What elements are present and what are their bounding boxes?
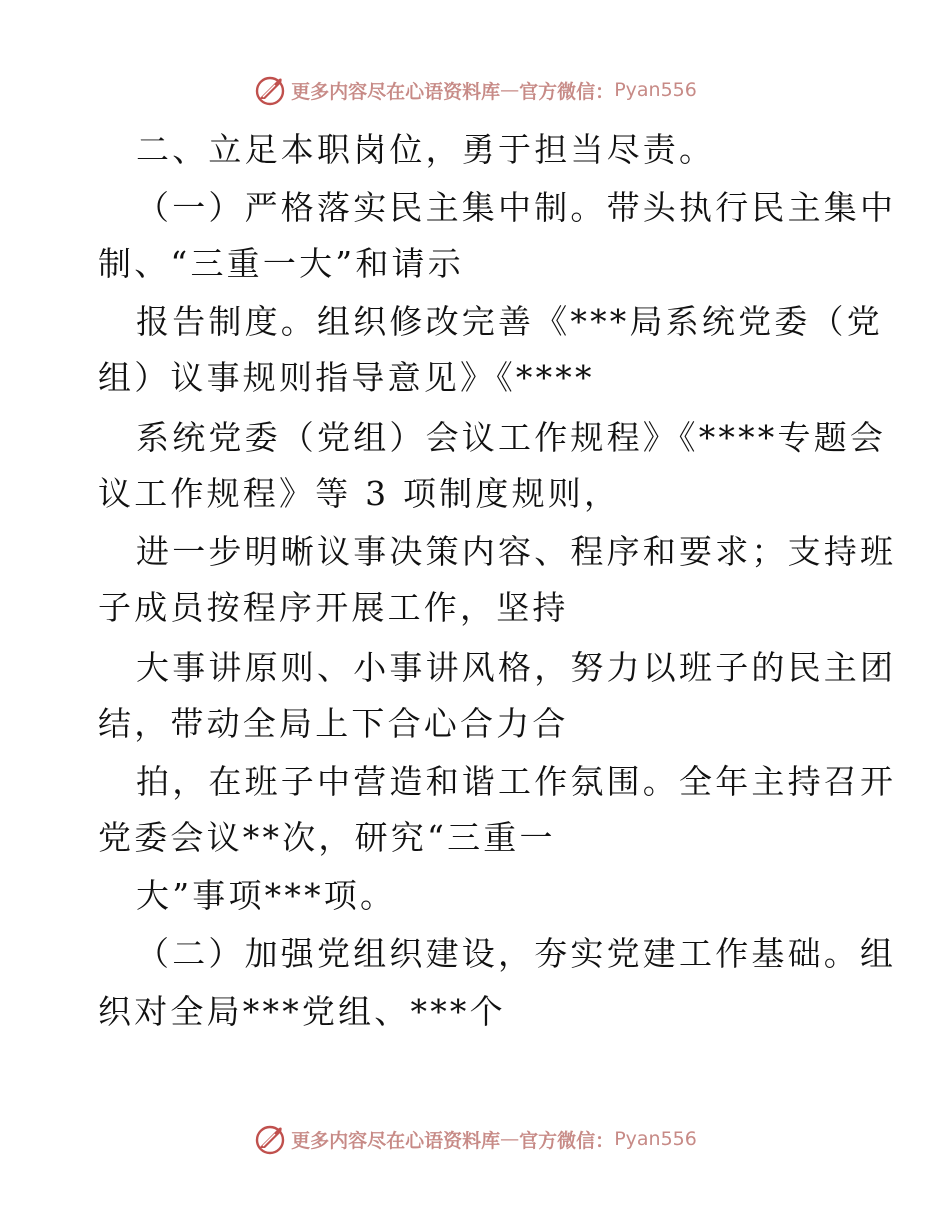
text-line: 子成员按程序开展工作，坚持	[98, 588, 569, 627]
text-line: 二、立足本职岗位，勇于担当尽责。	[136, 130, 716, 169]
text-line: 议工作规程》等 3 项制度规则，	[98, 474, 621, 513]
text-line: 大事讲原则、小事讲风格，努力以班子的民主团	[136, 648, 896, 687]
text-line: 大”事项***项。	[136, 876, 397, 915]
watermark-text: 更多内容尽在心语资料库	[291, 80, 501, 103]
watermark-suffix: 官方微信：	[519, 80, 615, 103]
watermark-code: Pyan556	[614, 1128, 697, 1150]
feather-logo-icon	[253, 73, 287, 107]
footer-watermark	[0, 1119, 950, 1159]
watermark-text: 更多内容尽在心语资料库	[291, 1129, 501, 1152]
watermark-dash: —	[500, 79, 520, 101]
text-line: 织对全局***党组、***个	[98, 992, 506, 1031]
text-line: （一）严格落实民主集中制。带头执行民主集中	[136, 188, 896, 227]
watermark-suffix: 官方微信：	[519, 1129, 615, 1152]
feather-logo-icon	[253, 1122, 287, 1156]
text-line: （二）加强党组织建设，夯实党建工作基础。组	[136, 934, 896, 973]
text-line: 报告制度。组织修改完善《***局系统党委（党	[136, 302, 883, 341]
text-line: 进一步明晰议事决策内容、程序和要求；支持班	[136, 532, 896, 571]
text-line: 制、“三重一大”和请示	[98, 244, 464, 283]
text-line: 结，带动全局上下合心合力合	[98, 704, 569, 743]
text-line: 组）议事规则指导意见》《****	[98, 358, 595, 397]
text-line: 拍，在班子中营造和谐工作氛围。全年主持召开	[136, 762, 896, 801]
watermark-code: Pyan556	[614, 79, 697, 101]
text-line: 系统党委（党组）会议工作规程》《****专题会	[136, 418, 887, 457]
watermark-dash: —	[500, 1128, 520, 1150]
header-watermark	[0, 70, 950, 110]
text-line: 党委会议**次，研究“三重一	[98, 818, 556, 857]
